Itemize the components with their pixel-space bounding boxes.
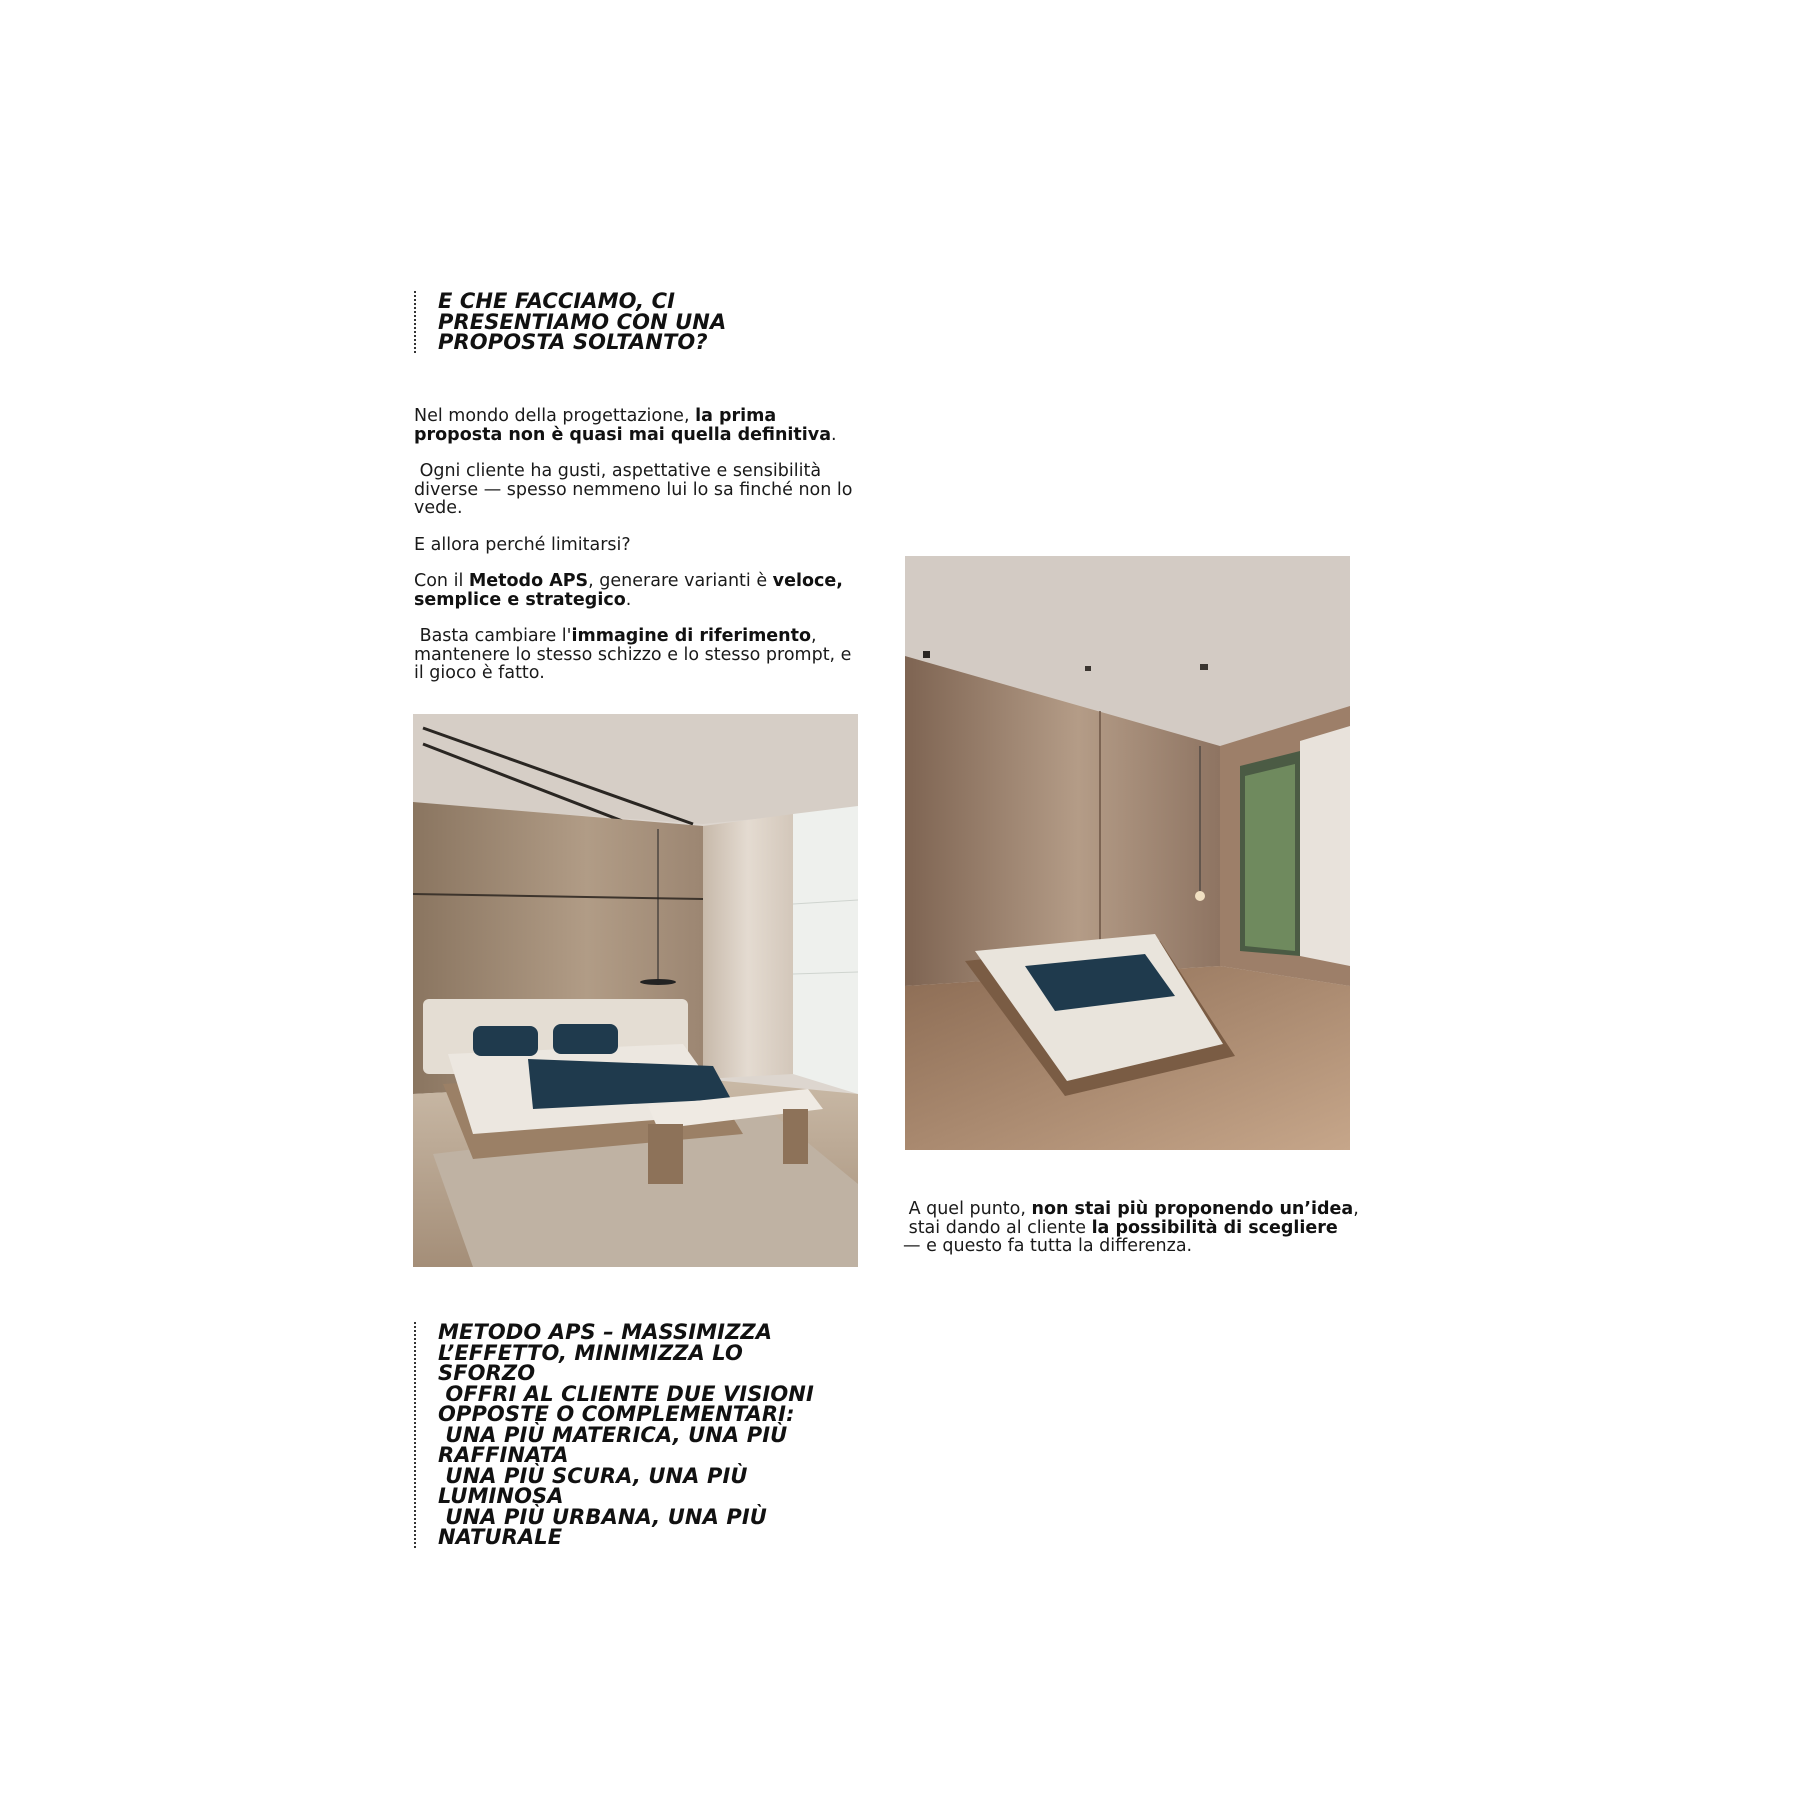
text-run: Basta cambiare l' [414, 626, 572, 646]
heading-line: PRESENTIAMO CON UNA [438, 309, 727, 334]
closing-paragraph [903, 1200, 1363, 1256]
bedroom-illustration-right [905, 556, 1350, 1150]
text-run: . [625, 589, 632, 610]
text-run: , generare varianti è [588, 571, 773, 591]
heading-line: METODO APS – MASSIMIZZA [438, 1320, 773, 1344]
text-run: , stai dando al cliente [908, 1199, 1359, 1238]
bold-run: Metodo APS [468, 571, 589, 591]
text-run: . [831, 424, 837, 445]
text-run: — e questo fa tutta la differenza. [903, 1236, 1193, 1256]
bold-run: non stai più proponendo un’idea [1031, 1199, 1354, 1219]
paragraph-5 [414, 627, 859, 683]
heading-line: PROPOSTA SOLTANTO? [438, 330, 708, 354]
heading-line: UNA PIÙ URBANA, UNA PIÙ [438, 1504, 767, 1529]
heading-line: L’EFFETTO, MINIMIZZA LO [438, 1340, 743, 1365]
bedroom-photo-right [905, 556, 1350, 1150]
intro-text [414, 407, 859, 701]
heading-line: SFORZO [438, 1361, 536, 1385]
heading-line: E CHE FACCIAMO, CI [438, 289, 676, 313]
paragraph-1 [414, 407, 859, 444]
bold-run: immagine di riferimento [571, 626, 812, 646]
heading-line: OFFRI AL CLIENTE DUE VISIONI [438, 1381, 814, 1406]
text-run: A quel punto, [903, 1199, 1032, 1219]
paragraph-2: Ogni cliente ha gusti, aspettative e sensibilità diverse — spesso nemmeno lui lo sa finché non lo vede. [414, 461, 859, 518]
text-run: Nel mondo della progettazione, [414, 406, 696, 426]
bedroom-illustration-left [413, 714, 858, 1267]
closing-text [903, 1200, 1363, 1274]
heading-line: UNA PIÙ SCURA, UNA PIÙ [438, 1463, 748, 1488]
section-heading-top [414, 291, 878, 353]
bold-run: veloce, semplice e strategico [414, 571, 849, 610]
heading-line: OPPOSTE O COMPLEMENTARI: [438, 1402, 795, 1426]
heading-line: RAFFINATA [438, 1443, 569, 1467]
heading-line: UNA PIÙ MATERICA, UNA PIÙ [438, 1422, 788, 1447]
paragraph-3: E allora perché limitarsi? [414, 534, 631, 555]
heading-line: LUMINOSA [438, 1484, 564, 1508]
section-heading-bottom [414, 1322, 878, 1548]
text-run: Con il [414, 571, 469, 591]
paragraph-4 [414, 572, 859, 609]
bedroom-photo-left [413, 714, 858, 1267]
text-run: , mantenere lo stesso schizzo e lo stesso prompt, e il gioco è fatto. [414, 626, 858, 683]
bold-run: la possibilità di scegliere [1091, 1217, 1338, 1238]
heading-line: NATURALE [438, 1525, 563, 1549]
bold-run: la prima proposta non è quasi mai quella definitiva [414, 406, 832, 445]
